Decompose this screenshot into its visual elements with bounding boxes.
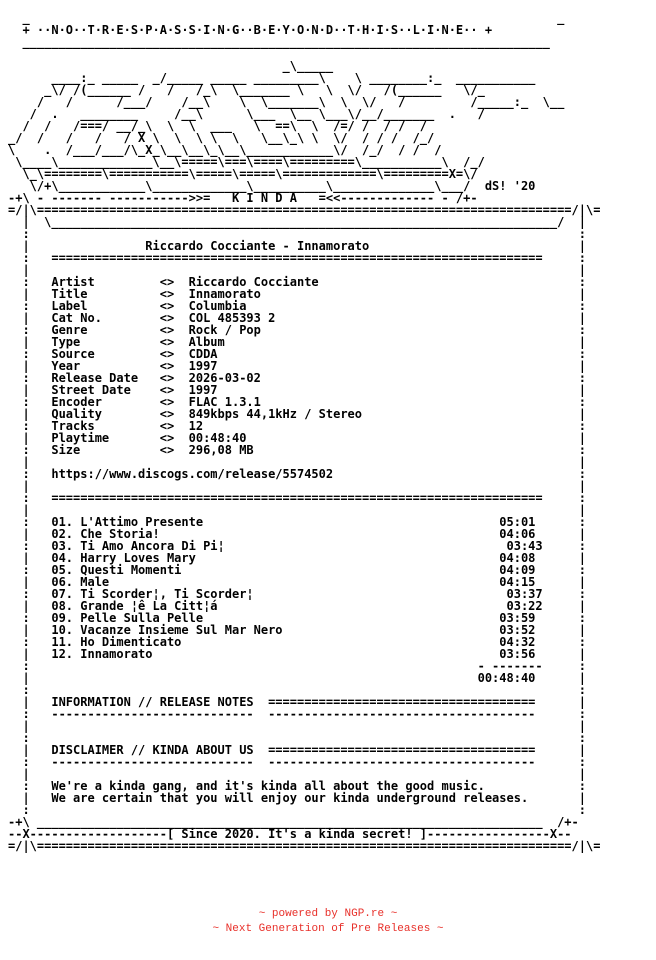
footer-powered-by: ~ powered by NGP.re ~: [258, 908, 398, 920]
nfo-text: _ _ + ··N·O··T·R·E·S·P·A·S·S·I·N·G··B·E·Y·O·N·D··T·H·I·S··L·I·N·E·· + _________________________________________________________________________ _\_____ ____:_ _____ _/_____ _____ _________\ \ ________:_ ___________ _\/ /(______ / / /_\ \_______ \ \ \/ /(______ \/_ / / /___/ /__\ \ \_______\ \ \/ / /_____:_ \__ / . ________ /__\ \___ \__ \___\/__/_______ . / / / /===/ __/_\ \ \ ___ \ ==\ \ /=/ / / / / _/ / / / / X \ \ \ \ \ \__\_\ \ \/ / / / /_/ \ . /___/___/\_X_\__\__\_\__\____________\/ /_/ / / / \____\_____________\__\=====\===\====\=========\___________\ /_/ \_\========\===========\=====\=====\=============\=========X=\/ \/+\____________\_____________\__________\______________\___/ dS! '20 -+\ - ------- ----------->>= K I N D A =<<------------- - /+- =/|\==========================================================================/|\= | \______________________________________________________________________/ | : : | Riccardo Cocciante - Innamorato | : ==================================================================== : | | : Artist <> Riccardo Cocciante : | Title <> Innamorato | : Label <> Columbia : | Cat No. <> COL 485393 2 | : Genre <> Rock / Pop : | Type <> Album | : Source <> CDDA : | Year <> 1997 | : Release Date <> 2026-03-02 : | Street Date <> 1997 | : Encoder <> FLAC 1.3.1 : | Quality <> 849kbps 44,1kHz / Stereo | : Tracks <> 12 : | Playtime <> 00:48:40 | : Size <> 296,08 MB : | | : https://www.discogs.com/release/5574502 : | | : ==================================================================== : | | : 01. L'Attimo Presente 05:01 : | 02. Che Storia! 04:06 | : 03. Ti Amo Ancora Di Pi¦ 03:43 : | 04. Harry Loves Mary 04:08 | : 05. Questi Momenti 04:09 : | 06. Male 04:15 | : 07. Ti Scorder¦, Ti Scorder¦ 03:37 : | 08. Grande ¦ê La Citt¦á 03:22 | : 09. Pelle Sulla Pelle 03:59 : | 10. Vacanze Insieme Sul Mar Nero 03:52 | : 11. Ho Dimenticato 04:32 : | 12. Innamorato 03:56 | : - ------- : | 00:48:40 | : : | INFORMATION // RELEASE NOTES ===================================== | : ---------------------------- ------------------------------------- : | | : : | DISCLAIMER // KINDA ABOUT US ===================================== | : ---------------------------- ------------------------------------- : | | : We're a kinda gang, and it's kinda all about the good music. : | We are certain that you will enjoy our kinda underground releases. | : : -+\ ______________________________________________________________________ /+- --X-------------------[ Since 2020. It's a kinda secret! ]-----------------X-- =/|\==========================================================================/|\=: [8, 11, 601, 853]
footer-tagline: ~ Next Generation of Pre Releases ~: [212, 923, 444, 935]
